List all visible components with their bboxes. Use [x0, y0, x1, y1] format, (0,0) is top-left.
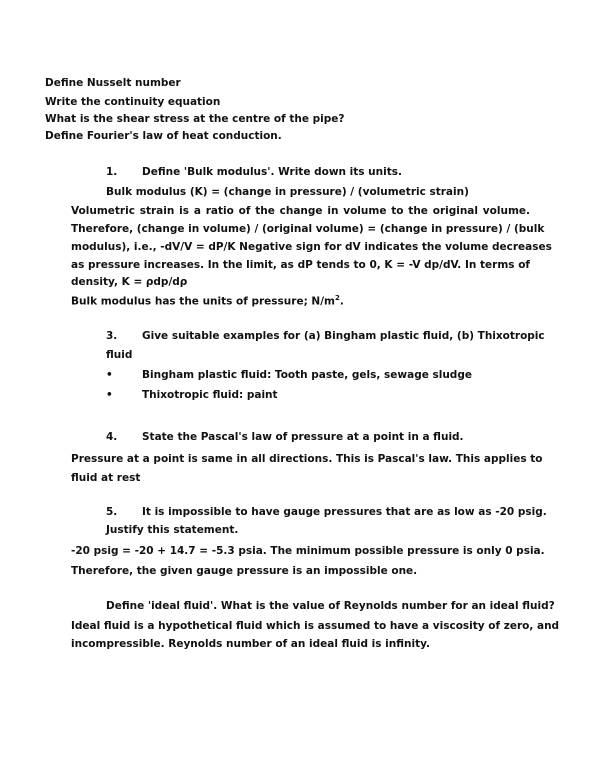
intro-question-3: What is the shear stress at the centre of the pipe? [45, 113, 345, 125]
q5-answer-line-2: Therefore, the given gauge pressure is an impossible one. [71, 565, 418, 577]
q5-question-line-2: Justify this statement. [106, 524, 239, 536]
q1-answer-line-1: Volumetric strain is a ratio of the change in volume to the original volume. [71, 205, 530, 217]
q1-number: 1. [106, 166, 118, 178]
q1-formula: Bulk modulus (K) = (change in pressure) / (volumetric strain) [106, 186, 469, 198]
q5-number: 5. [106, 506, 118, 518]
q4-number: 4. [106, 431, 118, 443]
q1-question: Define 'Bulk modulus'. Write down its units. [142, 166, 402, 178]
q3-number: 3. [106, 330, 118, 342]
q3-question-line-2: fluid [106, 349, 133, 361]
q3-bullet-1-marker: • [106, 369, 113, 381]
q1-answer-line-2: Therefore, (change in volume) / (original volume) = (change in pressure) / (bulk [71, 223, 545, 235]
q1-answer-line-3: modulus), i.e., -dV/V = dP/K Negative sign for dV indicates the volume decreases [71, 241, 552, 253]
intro-question-2: Write the continuity equation [45, 96, 221, 108]
q3-bullet-2: Thixotropic fluid: paint [142, 389, 278, 401]
q1-units-superscript: 2 [335, 294, 340, 302]
q6-answer-line-1: Ideal fluid is a hypothetical fluid which is assumed to have a viscosity of zero, and [71, 620, 560, 632]
q5-answer-line-1: -20 psig = -20 + 14.7 = -5.3 psia. The minimum possible pressure is only 0 psia. [71, 545, 545, 557]
q6-question: Define 'ideal fluid'. What is the value of Reynolds number for an ideal fluid? [106, 600, 555, 612]
q1-units-period: . [339, 295, 344, 308]
q1-answer-line-4: as pressure increases. In the limit, as dP tends to 0, K = -V dp/dV. In terms of [71, 259, 530, 271]
q3-question-line-1: Give suitable examples for (a) Bingham plastic fluid, (b) Thixotropic [142, 330, 545, 342]
q4-answer-line-1: Pressure at a point is same in all directions. This is Pascal's law. This applies to [71, 453, 543, 465]
q3-bullet-2-marker: • [106, 389, 113, 401]
q1-units-text: Bulk modulus has the units of pressure; N/m [71, 295, 335, 308]
intro-question-4: Define Fourier's law of heat conduction. [45, 130, 282, 142]
intro-question-1: Define Nusselt number [45, 77, 181, 89]
q4-answer-line-2: fluid at rest [71, 472, 141, 484]
q1-density-line: density, K = ρdp/dρ [71, 276, 188, 288]
q4-question: State the Pascal's law of pressure at a point in a fluid. [142, 431, 464, 443]
q1-units-line [71, 294, 344, 308]
q6-answer-line-2: incompressible. Reynolds number of an ideal fluid is infinity. [71, 638, 430, 650]
q5-question-line-1: It is impossible to have gauge pressures that are as low as -20 psig. [142, 506, 547, 518]
q3-bullet-1: Bingham plastic fluid: Tooth paste, gels, sewage sludge [142, 369, 472, 381]
